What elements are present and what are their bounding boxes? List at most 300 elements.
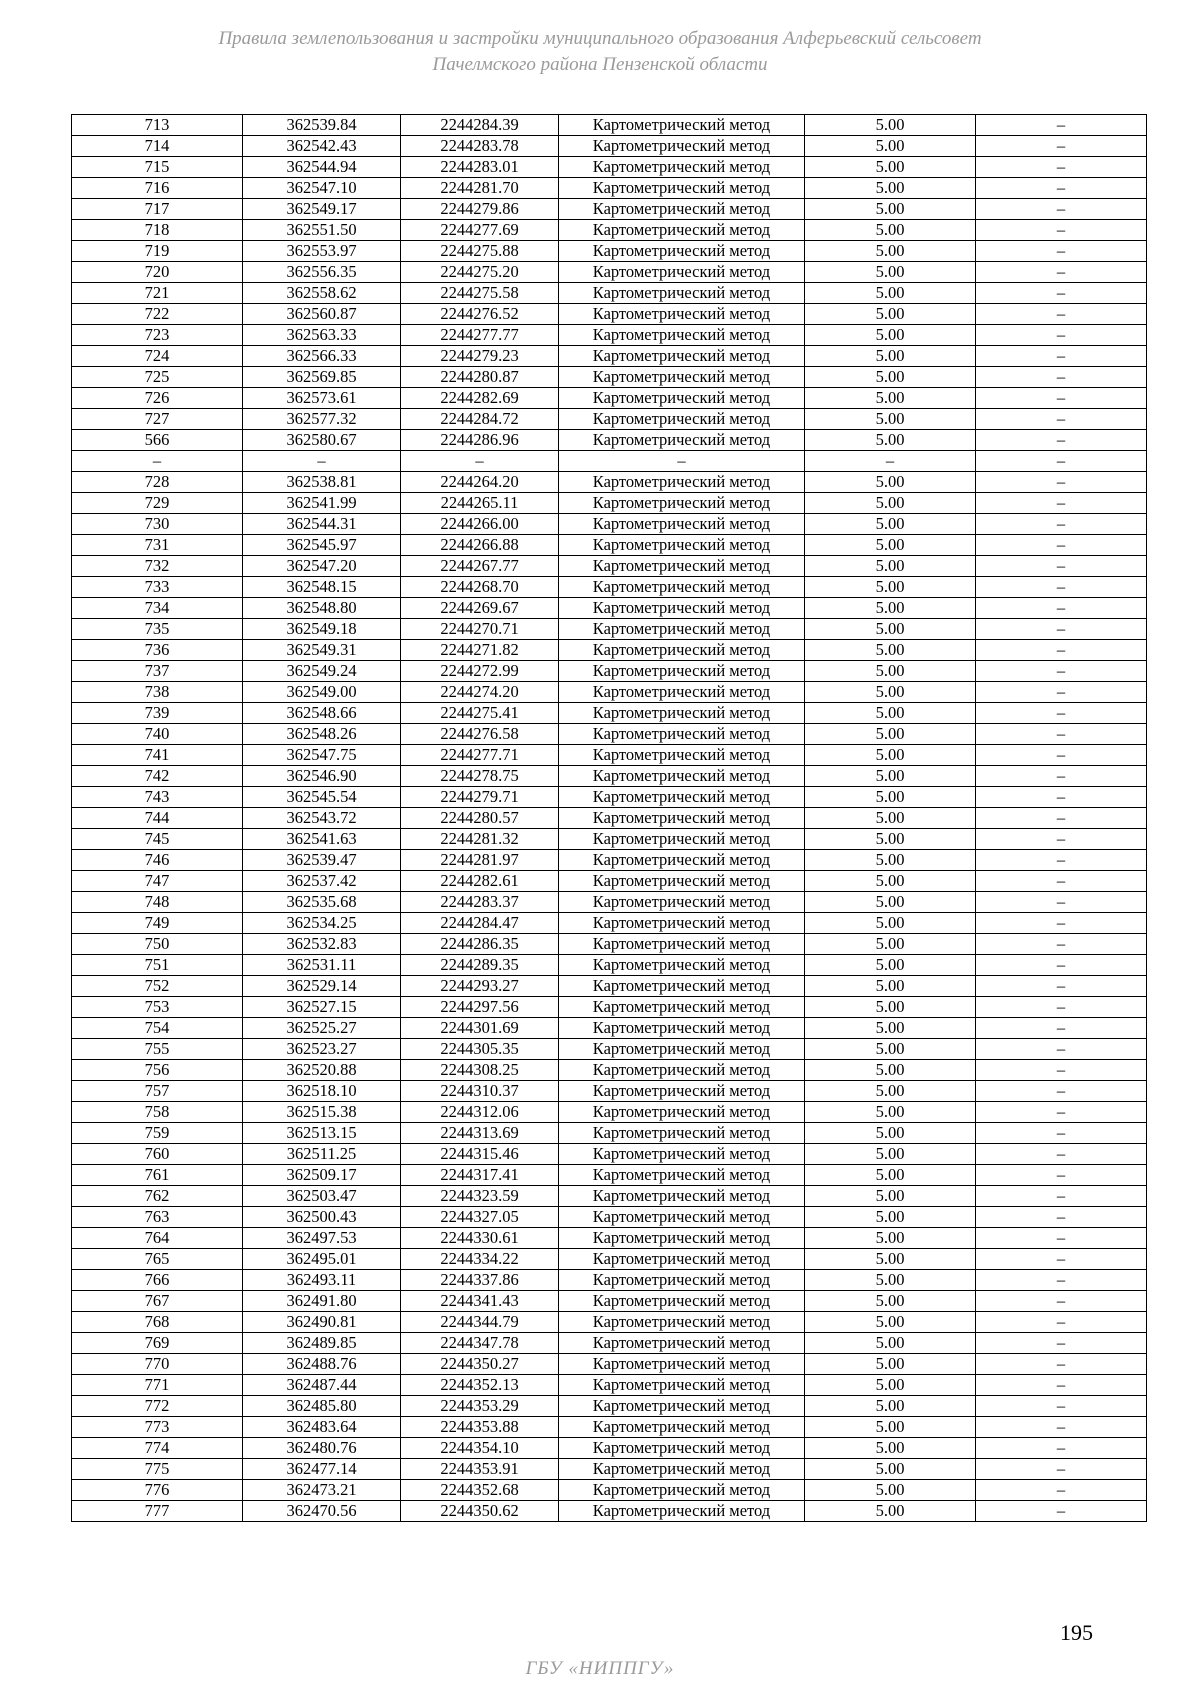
description-cell: –: [976, 304, 1147, 325]
method-cell: Картометрический метод: [559, 1039, 805, 1060]
method-cell: Картометрический метод: [559, 955, 805, 976]
description-cell: –: [976, 661, 1147, 682]
y-coordinate-cell: 2244289.35: [401, 955, 559, 976]
accuracy-cell: 5.00: [805, 1396, 976, 1417]
description-cell: –: [976, 1039, 1147, 1060]
description-cell: –: [976, 1459, 1147, 1480]
page-number: 195: [1060, 1620, 1093, 1645]
method-cell: Картометрический метод: [559, 1060, 805, 1081]
method-cell: Картометрический метод: [559, 976, 805, 997]
accuracy-cell: 5.00: [805, 1438, 976, 1459]
description-cell: –: [976, 472, 1147, 493]
accuracy-cell: 5.00: [805, 1249, 976, 1270]
description-cell: –: [976, 682, 1147, 703]
table-row: [72, 241, 1147, 262]
point-number-cell: 734: [72, 598, 243, 619]
accuracy-cell: 5.00: [805, 157, 976, 178]
accuracy-cell: 5.00: [805, 913, 976, 934]
description-cell: –: [976, 241, 1147, 262]
description-cell: –: [976, 703, 1147, 724]
method-cell: Картометрический метод: [559, 241, 805, 262]
table-row: [72, 367, 1147, 388]
y-coordinate-cell: 2244279.86: [401, 199, 559, 220]
x-coordinate-cell: 362541.99: [243, 493, 401, 514]
table-row: [72, 619, 1147, 640]
accuracy-cell: 5.00: [805, 1291, 976, 1312]
x-coordinate-cell: 362500.43: [243, 1207, 401, 1228]
table-row: [72, 325, 1147, 346]
table-row: [72, 1396, 1147, 1417]
method-cell: Картометрический метод: [559, 850, 805, 871]
x-coordinate-cell: 362547.10: [243, 178, 401, 199]
y-coordinate-cell: 2244293.27: [401, 976, 559, 997]
method-cell: Картометрический метод: [559, 598, 805, 619]
y-coordinate-cell: 2244286.35: [401, 934, 559, 955]
method-cell: Картометрический метод: [559, 1438, 805, 1459]
x-coordinate-cell: 362511.25: [243, 1144, 401, 1165]
y-coordinate-cell: 2244337.86: [401, 1270, 559, 1291]
point-number-cell: 768: [72, 1312, 243, 1333]
y-coordinate-cell: 2244265.11: [401, 493, 559, 514]
description-cell: –: [976, 325, 1147, 346]
point-number-cell: 750: [72, 934, 243, 955]
point-number-cell: 715: [72, 157, 243, 178]
y-coordinate-cell: 2244323.59: [401, 1186, 559, 1207]
method-cell: Картометрический метод: [559, 493, 805, 514]
method-cell: –: [559, 451, 805, 472]
x-coordinate-cell: 362577.32: [243, 409, 401, 430]
description-cell: –: [976, 619, 1147, 640]
table-row: [72, 388, 1147, 409]
table-row: [72, 1501, 1147, 1522]
description-cell: –: [976, 829, 1147, 850]
document-footer: ГБУ «НИППГУ»: [525, 1658, 675, 1679]
method-cell: Картометрический метод: [559, 220, 805, 241]
point-number-cell: 756: [72, 1060, 243, 1081]
table-row: [72, 1459, 1147, 1480]
point-number-cell: 760: [72, 1144, 243, 1165]
accuracy-cell: 5.00: [805, 640, 976, 661]
method-cell: Картометрический метод: [559, 787, 805, 808]
table-row: [72, 1375, 1147, 1396]
table-row: [72, 1291, 1147, 1312]
description-cell: –: [976, 388, 1147, 409]
accuracy-cell: 5.00: [805, 997, 976, 1018]
description-cell: –: [976, 1186, 1147, 1207]
table-row: [72, 703, 1147, 724]
table-row: [72, 997, 1147, 1018]
x-coordinate-cell: 362534.25: [243, 913, 401, 934]
description-cell: –: [976, 1438, 1147, 1459]
accuracy-cell: 5.00: [805, 199, 976, 220]
method-cell: Картометрический метод: [559, 136, 805, 157]
x-coordinate-cell: 362548.26: [243, 724, 401, 745]
accuracy-cell: 5.00: [805, 1480, 976, 1501]
description-cell: –: [976, 514, 1147, 535]
table-row: [72, 472, 1147, 493]
accuracy-cell: 5.00: [805, 577, 976, 598]
method-cell: Картометрический метод: [559, 1396, 805, 1417]
table-row: [72, 1081, 1147, 1102]
method-cell: Картометрический метод: [559, 556, 805, 577]
x-coordinate-cell: 362503.47: [243, 1186, 401, 1207]
method-cell: Картометрический метод: [559, 1018, 805, 1039]
accuracy-cell: –: [805, 451, 976, 472]
description-cell: –: [976, 1291, 1147, 1312]
x-coordinate-cell: 362537.42: [243, 871, 401, 892]
method-cell: Картометрический метод: [559, 325, 805, 346]
table-row: [72, 1123, 1147, 1144]
method-cell: Картометрический метод: [559, 1480, 805, 1501]
y-coordinate-cell: 2244278.75: [401, 766, 559, 787]
point-number-cell: 755: [72, 1039, 243, 1060]
table-row: [72, 598, 1147, 619]
method-cell: Картометрический метод: [559, 808, 805, 829]
y-coordinate-cell: 2244275.20: [401, 262, 559, 283]
x-coordinate-cell: 362531.11: [243, 955, 401, 976]
table-row: [72, 535, 1147, 556]
table-row: [72, 1039, 1147, 1060]
table-row: [72, 640, 1147, 661]
table-row: [72, 346, 1147, 367]
y-coordinate-cell: 2244283.78: [401, 136, 559, 157]
y-coordinate-cell: 2244312.06: [401, 1102, 559, 1123]
point-number-cell: 751: [72, 955, 243, 976]
point-number-cell: 739: [72, 703, 243, 724]
coordinates-table-body: [72, 115, 1147, 1522]
point-number-cell: 747: [72, 871, 243, 892]
method-cell: Картометрический метод: [559, 157, 805, 178]
x-coordinate-cell: 362542.43: [243, 136, 401, 157]
accuracy-cell: 5.00: [805, 388, 976, 409]
method-cell: Картометрический метод: [559, 871, 805, 892]
y-coordinate-cell: 2244281.97: [401, 850, 559, 871]
y-coordinate-cell: 2244353.91: [401, 1459, 559, 1480]
table-row: [72, 661, 1147, 682]
point-number-cell: 770: [72, 1354, 243, 1375]
y-coordinate-cell: 2244277.71: [401, 745, 559, 766]
description-cell: –: [976, 1144, 1147, 1165]
table-row: [72, 283, 1147, 304]
x-coordinate-cell: 362573.61: [243, 388, 401, 409]
y-coordinate-cell: 2244344.79: [401, 1312, 559, 1333]
description-cell: –: [976, 535, 1147, 556]
method-cell: Картометрический метод: [559, 997, 805, 1018]
table-row: [72, 304, 1147, 325]
point-number-cell: 774: [72, 1438, 243, 1459]
accuracy-cell: 5.00: [805, 220, 976, 241]
point-number-cell: 745: [72, 829, 243, 850]
y-coordinate-cell: 2244270.71: [401, 619, 559, 640]
table-row: [72, 934, 1147, 955]
description-cell: –: [976, 157, 1147, 178]
description-cell: –: [976, 1081, 1147, 1102]
accuracy-cell: 5.00: [805, 1459, 976, 1480]
point-number-cell: 736: [72, 640, 243, 661]
x-coordinate-cell: 362549.17: [243, 199, 401, 220]
accuracy-cell: 5.00: [805, 1312, 976, 1333]
accuracy-cell: 5.00: [805, 472, 976, 493]
point-number-cell: –: [72, 451, 243, 472]
description-cell: –: [976, 976, 1147, 997]
point-number-cell: 776: [72, 1480, 243, 1501]
x-coordinate-cell: 362563.33: [243, 325, 401, 346]
accuracy-cell: 5.00: [805, 1018, 976, 1039]
description-cell: –: [976, 892, 1147, 913]
accuracy-cell: 5.00: [805, 1081, 976, 1102]
x-coordinate-cell: 362483.64: [243, 1417, 401, 1438]
accuracy-cell: 5.00: [805, 430, 976, 451]
point-number-cell: 728: [72, 472, 243, 493]
description-cell: –: [976, 1480, 1147, 1501]
method-cell: Картометрический метод: [559, 367, 805, 388]
method-cell: Картометрический метод: [559, 262, 805, 283]
point-number-cell: 737: [72, 661, 243, 682]
table-row: [72, 136, 1147, 157]
x-coordinate-cell: 362509.17: [243, 1165, 401, 1186]
y-coordinate-cell: 2244266.88: [401, 535, 559, 556]
table-row: [72, 1333, 1147, 1354]
point-number-cell: 725: [72, 367, 243, 388]
description-cell: –: [976, 1333, 1147, 1354]
description-cell: –: [976, 556, 1147, 577]
method-cell: Картометрический метод: [559, 661, 805, 682]
y-coordinate-cell: 2244279.71: [401, 787, 559, 808]
y-coordinate-cell: 2244327.05: [401, 1207, 559, 1228]
y-coordinate-cell: 2244315.46: [401, 1144, 559, 1165]
coordinates-table: [71, 114, 1147, 1522]
description-cell: –: [976, 1270, 1147, 1291]
description-cell: –: [976, 1312, 1147, 1333]
table-row: [72, 955, 1147, 976]
point-number-cell: 730: [72, 514, 243, 535]
table-row: [72, 1060, 1147, 1081]
accuracy-cell: 5.00: [805, 1228, 976, 1249]
method-cell: Картометрический метод: [559, 1102, 805, 1123]
y-coordinate-cell: 2244277.77: [401, 325, 559, 346]
accuracy-cell: 5.00: [805, 682, 976, 703]
x-coordinate-cell: 362544.94: [243, 157, 401, 178]
x-coordinate-cell: 362525.27: [243, 1018, 401, 1039]
x-coordinate-cell: 362548.80: [243, 598, 401, 619]
point-number-cell: 777: [72, 1501, 243, 1522]
point-number-cell: 731: [72, 535, 243, 556]
description-cell: –: [976, 115, 1147, 136]
y-coordinate-cell: 2244268.70: [401, 577, 559, 598]
description-cell: –: [976, 283, 1147, 304]
table-row: [72, 1102, 1147, 1123]
x-coordinate-cell: 362541.63: [243, 829, 401, 850]
table-row: [72, 514, 1147, 535]
y-coordinate-cell: 2244275.58: [401, 283, 559, 304]
method-cell: Картометрический метод: [559, 1081, 805, 1102]
accuracy-cell: 5.00: [805, 703, 976, 724]
y-coordinate-cell: 2244341.43: [401, 1291, 559, 1312]
point-number-cell: 717: [72, 199, 243, 220]
accuracy-cell: 5.00: [805, 724, 976, 745]
y-coordinate-cell: 2244280.57: [401, 808, 559, 829]
method-cell: Картометрический метод: [559, 619, 805, 640]
description-cell: –: [976, 808, 1147, 829]
table-row: [72, 577, 1147, 598]
accuracy-cell: 5.00: [805, 787, 976, 808]
y-coordinate-cell: 2244347.78: [401, 1333, 559, 1354]
description-cell: –: [976, 136, 1147, 157]
accuracy-cell: 5.00: [805, 829, 976, 850]
point-number-cell: 766: [72, 1270, 243, 1291]
table-row: [72, 178, 1147, 199]
description-cell: –: [976, 766, 1147, 787]
y-coordinate-cell: 2244264.20: [401, 472, 559, 493]
table-row: [72, 157, 1147, 178]
description-cell: –: [976, 409, 1147, 430]
accuracy-cell: 5.00: [805, 556, 976, 577]
accuracy-cell: 5.00: [805, 1354, 976, 1375]
table-row: [72, 913, 1147, 934]
x-coordinate-cell: 362490.81: [243, 1312, 401, 1333]
description-cell: –: [976, 1102, 1147, 1123]
description-cell: –: [976, 745, 1147, 766]
accuracy-cell: 5.00: [805, 1123, 976, 1144]
point-number-cell: 744: [72, 808, 243, 829]
method-cell: Картометрический метод: [559, 1333, 805, 1354]
accuracy-cell: 5.00: [805, 661, 976, 682]
table-row: [72, 1144, 1147, 1165]
description-cell: –: [976, 220, 1147, 241]
x-coordinate-cell: 362556.35: [243, 262, 401, 283]
x-coordinate-cell: 362477.14: [243, 1459, 401, 1480]
accuracy-cell: 5.00: [805, 493, 976, 514]
point-number-cell: 714: [72, 136, 243, 157]
accuracy-cell: 5.00: [805, 1417, 976, 1438]
point-number-cell: 740: [72, 724, 243, 745]
point-number-cell: 742: [72, 766, 243, 787]
accuracy-cell: 5.00: [805, 325, 976, 346]
y-coordinate-cell: 2244282.69: [401, 388, 559, 409]
point-number-cell: 720: [72, 262, 243, 283]
description-cell: –: [976, 1354, 1147, 1375]
point-number-cell: 771: [72, 1375, 243, 1396]
y-coordinate-cell: 2244353.88: [401, 1417, 559, 1438]
y-coordinate-cell: 2244282.61: [401, 871, 559, 892]
header-line-2: Пачелмского района Пензенской области: [432, 54, 768, 75]
accuracy-cell: 5.00: [805, 241, 976, 262]
point-number-cell: 718: [72, 220, 243, 241]
x-coordinate-cell: 362539.47: [243, 850, 401, 871]
table-row: [72, 1228, 1147, 1249]
table-row: [72, 1186, 1147, 1207]
x-coordinate-cell: 362544.31: [243, 514, 401, 535]
table-row: [72, 1165, 1147, 1186]
description-cell: –: [976, 913, 1147, 934]
y-coordinate-cell: 2244313.69: [401, 1123, 559, 1144]
x-coordinate-cell: 362560.87: [243, 304, 401, 325]
table-row: [72, 451, 1147, 472]
accuracy-cell: 5.00: [805, 262, 976, 283]
accuracy-cell: 5.00: [805, 535, 976, 556]
y-coordinate-cell: 2244330.61: [401, 1228, 559, 1249]
table-row: [72, 829, 1147, 850]
method-cell: Картометрический метод: [559, 1501, 805, 1522]
x-coordinate-cell: 362485.80: [243, 1396, 401, 1417]
method-cell: Картометрический метод: [559, 304, 805, 325]
y-coordinate-cell: 2244305.35: [401, 1039, 559, 1060]
y-coordinate-cell: 2244284.39: [401, 115, 559, 136]
method-cell: Картометрический метод: [559, 472, 805, 493]
y-coordinate-cell: –: [401, 451, 559, 472]
method-cell: Картометрический метод: [559, 1459, 805, 1480]
method-cell: Картометрический метод: [559, 409, 805, 430]
point-number-cell: 748: [72, 892, 243, 913]
description-cell: –: [976, 1165, 1147, 1186]
method-cell: Картометрический метод: [559, 1354, 805, 1375]
y-coordinate-cell: 2244353.29: [401, 1396, 559, 1417]
point-number-cell: 721: [72, 283, 243, 304]
y-coordinate-cell: 2244275.41: [401, 703, 559, 724]
point-number-cell: 726: [72, 388, 243, 409]
x-coordinate-cell: 362547.75: [243, 745, 401, 766]
y-coordinate-cell: 2244274.20: [401, 682, 559, 703]
x-coordinate-cell: 362553.97: [243, 241, 401, 262]
x-coordinate-cell: 362539.84: [243, 115, 401, 136]
y-coordinate-cell: 2244276.52: [401, 304, 559, 325]
y-coordinate-cell: 2244281.32: [401, 829, 559, 850]
y-coordinate-cell: 2244266.00: [401, 514, 559, 535]
table-row: [72, 1417, 1147, 1438]
x-coordinate-cell: 362520.88: [243, 1060, 401, 1081]
description-cell: –: [976, 598, 1147, 619]
table-row: [72, 220, 1147, 241]
description-cell: –: [976, 1060, 1147, 1081]
x-coordinate-cell: 362551.50: [243, 220, 401, 241]
method-cell: Картометрический метод: [559, 1228, 805, 1249]
point-number-cell: 765: [72, 1249, 243, 1270]
accuracy-cell: 5.00: [805, 892, 976, 913]
table-row: [72, 493, 1147, 514]
x-coordinate-cell: 362535.68: [243, 892, 401, 913]
description-cell: –: [976, 871, 1147, 892]
y-coordinate-cell: 2244284.72: [401, 409, 559, 430]
table-row: [72, 724, 1147, 745]
accuracy-cell: 5.00: [805, 1060, 976, 1081]
accuracy-cell: 5.00: [805, 1375, 976, 1396]
point-number-cell: 735: [72, 619, 243, 640]
y-coordinate-cell: 2244352.13: [401, 1375, 559, 1396]
x-coordinate-cell: 362558.62: [243, 283, 401, 304]
document-header: [0, 26, 1200, 78]
method-cell: Картометрический метод: [559, 1312, 805, 1333]
y-coordinate-cell: 2244286.96: [401, 430, 559, 451]
method-cell: Картометрический метод: [559, 178, 805, 199]
accuracy-cell: 5.00: [805, 1333, 976, 1354]
method-cell: Картометрический метод: [559, 682, 805, 703]
x-coordinate-cell: 362489.85: [243, 1333, 401, 1354]
accuracy-cell: 5.00: [805, 1186, 976, 1207]
point-number-cell: 733: [72, 577, 243, 598]
y-coordinate-cell: 2244269.67: [401, 598, 559, 619]
y-coordinate-cell: 2244297.56: [401, 997, 559, 1018]
description-cell: –: [976, 346, 1147, 367]
accuracy-cell: 5.00: [805, 619, 976, 640]
method-cell: Картометрический метод: [559, 514, 805, 535]
x-coordinate-cell: 362527.15: [243, 997, 401, 1018]
y-coordinate-cell: 2244267.77: [401, 556, 559, 577]
accuracy-cell: 5.00: [805, 136, 976, 157]
table-row: [72, 115, 1147, 136]
x-coordinate-cell: 362548.15: [243, 577, 401, 598]
accuracy-cell: 5.00: [805, 1144, 976, 1165]
description-cell: –: [976, 430, 1147, 451]
